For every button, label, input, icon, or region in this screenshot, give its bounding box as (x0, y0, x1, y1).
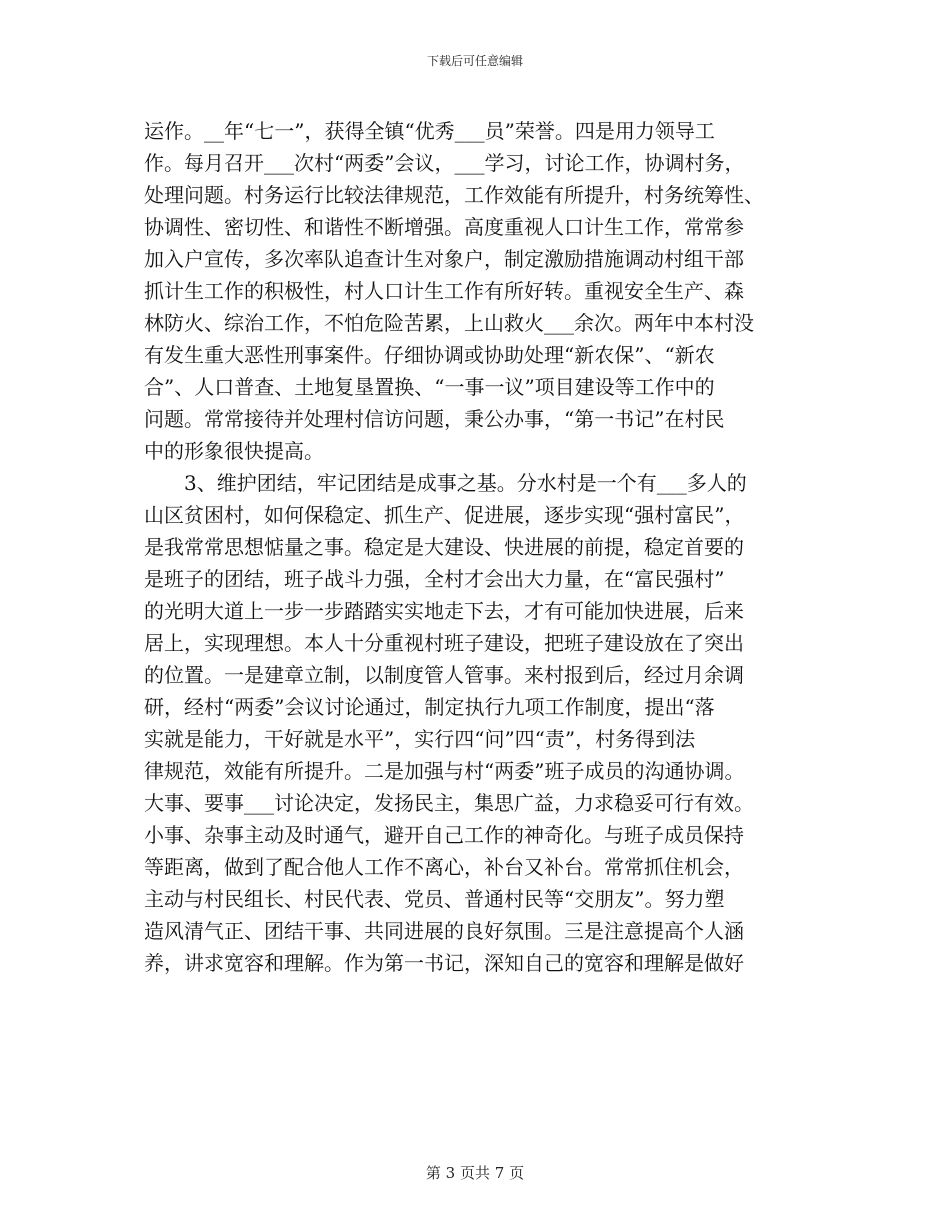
text-line: 养，讲求宽容和理解。作为第一书记，深知自己的宽容和理解是做好 (144, 951, 744, 975)
page-header: 下载后可任意编辑 (426, 54, 523, 68)
text-line: 研，经村“两委”会议讨论通过，制定执行九项工作制度，提出“落 (144, 695, 715, 719)
text-line: 大事、要事___讨论决定，发扬民主，集思广益，力求稳妥可行有效。 (144, 791, 754, 815)
text-line: 处理问题。村务运行比较法律规范，工作效能有所提升，村务统筹性、 (144, 183, 764, 207)
text-line: 林防火、综治工作，不怕危险苦累，上山救火___余次。两年中本村没 (144, 311, 754, 335)
text-line: 的位置。一是建章立制，以制度管人管事。来村报到后，经过月余调 (144, 663, 744, 687)
text-line: 作。每月召开___次村“两委”会议，___学习，讨论工作，协调村务， (144, 151, 745, 175)
text-line: 造风清气正、团结干事、共同进展的良好氛围。三是注意提高个人涵 (144, 919, 744, 943)
text-line: 中的形象很快提高。 (144, 439, 324, 463)
text-line: 等距离，做到了配合他人工作不离心，补台又补台。常常抓住机会， (144, 855, 744, 879)
text-line: 抓计生工作的积极性，村人口计生工作有所好转。重视安全生产、森 (144, 279, 744, 303)
text-line: 律规范，效能有所提升。二是加强与村“两委”班子成员的沟通协调。 (144, 759, 745, 783)
text-line: 主动与村民组长、村民代表、党员、普通村民等“交朋友”。努力塑 (144, 887, 725, 911)
text-line: 协调性、密切性、和谐性不断增强。高度重视人口计生工作，常常参 (144, 215, 744, 239)
text-line: 山区贫困村，如何保稳定、抓生产、促进展，逐步实现“强村富民”， (144, 503, 745, 527)
text-line: 有发生重大恶性刑事案件。仔细协调或协助处理“新农保”、“新农 (144, 343, 715, 367)
text-line: 问题。常常接待并处理村信访问题，秉公办事，“第一书记”在村民 (144, 407, 725, 431)
text-line: 是我常常思想惦量之事。稳定是大建设、快进展的前提，稳定首要的 (144, 535, 744, 559)
text-line: 的光明大道上一步一步踏踏实实地走下去，才有可能加快进展，后来 (144, 599, 744, 623)
text-line: 实就是能力，干好就是水平”，实行四“问”四“责”，村务得到法 (144, 727, 696, 751)
text-line: 合”、人口普查、土地复垦置换、“一事一议”项目建设等工作中的 (144, 375, 715, 399)
text-line: 是班子的团结，班子战斗力强，全村才会出大力量，在“富民强村” (144, 567, 725, 591)
text-line: 3、维护团结，牢记团结是成事之基。分水村是一个有___多人的 (144, 471, 747, 495)
text-line: 加入户宣传，多次率队追查计生对象户，制定激励措施调动村组干部 (144, 247, 744, 271)
text-line: 居上，实现理想。本人十分重视村班子建设，把班子建设放在了突出 (144, 631, 744, 655)
body-text (144, 115, 806, 979)
page-footer: 第 3 页共 7 页 (425, 1164, 525, 1182)
text-line: 运作。__年“七一”，获得全镇“优秀___员”荣誉。四是用力领导工 (144, 119, 715, 143)
text-line: 小事、杂事主动及时通气，避开自己工作的神奇化。与班子成员保持 (144, 823, 744, 847)
